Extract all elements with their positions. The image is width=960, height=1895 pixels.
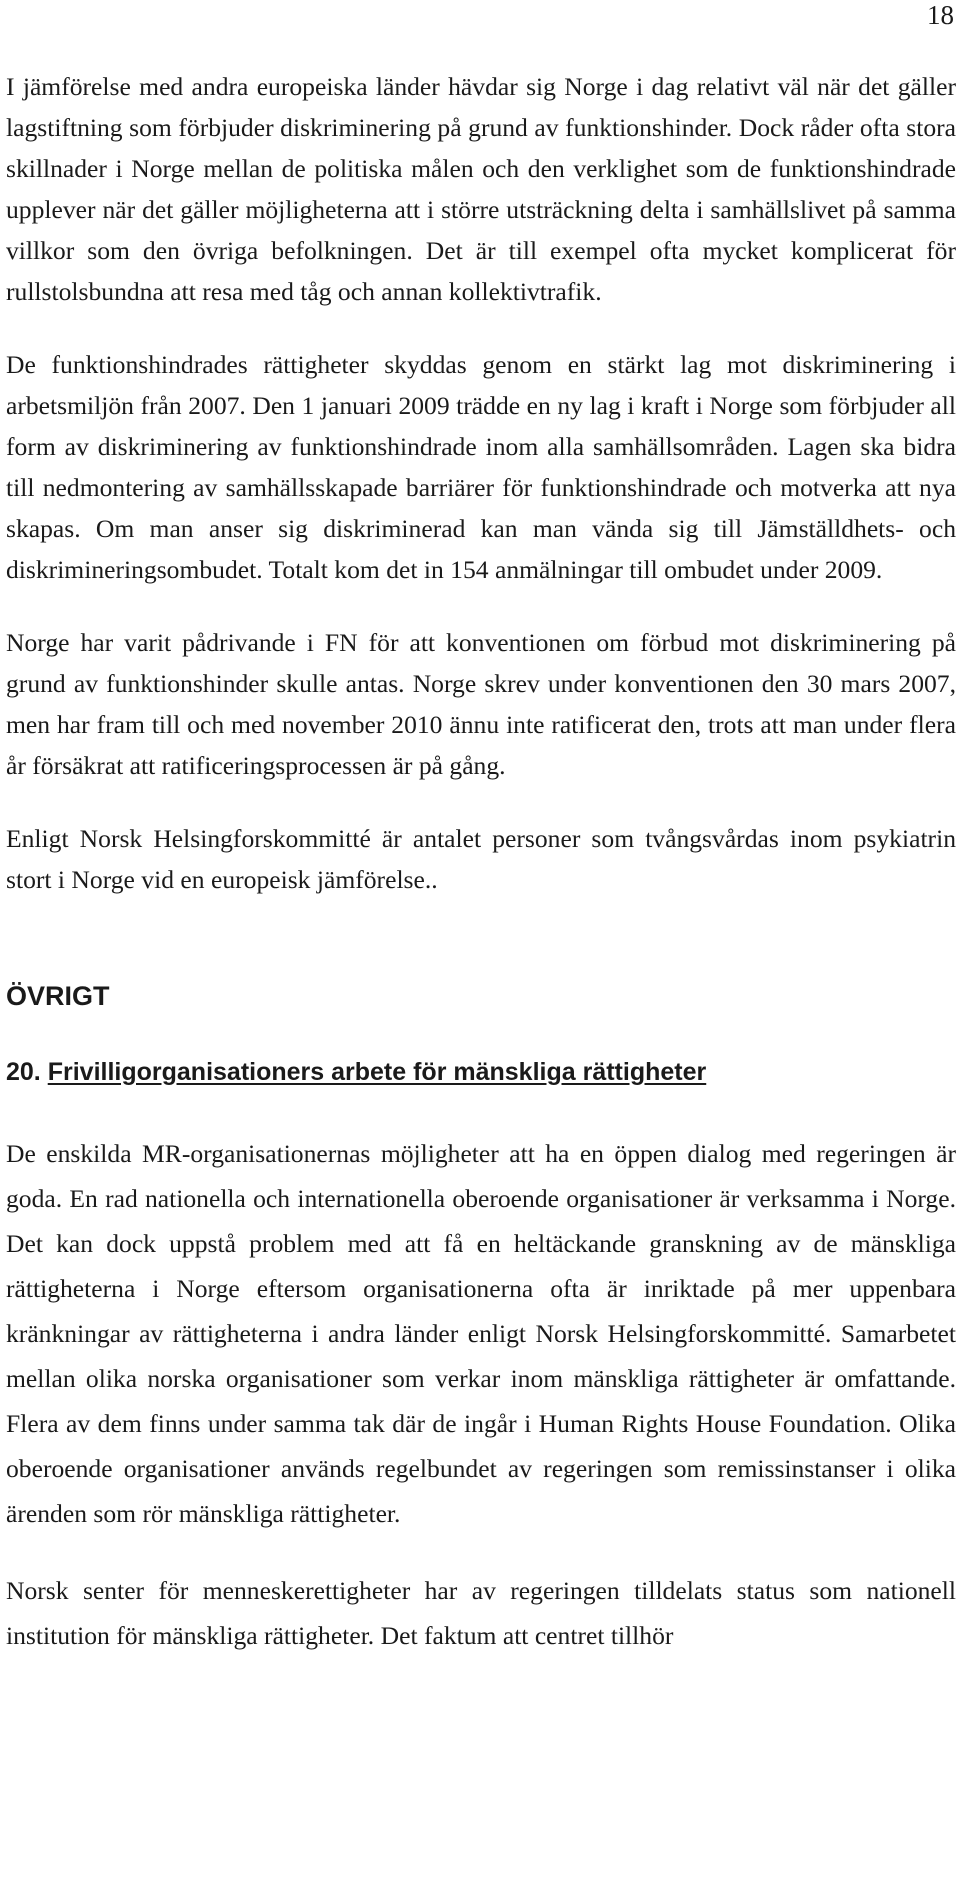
page-number: 18	[927, 0, 954, 30]
document-body	[6, 66, 956, 1658]
paragraph-disability-legislation: I jämförelse med andra europeiska länder hävdar sig Norge i dag relativt väl när det gäller lagstiftning som förbjuder diskriminering på grund av funktionshinder. Dock råder ofta stora skillnader i Norge mellan de politiska målen och den verklighet som de funktionshindrade upplever när det gäller möjligheterna att i större utsträckning delta i samhällslivet på samma villkor som den övriga befolkningen. Det är till exempel ofta mycket komplicerat för rullstolsbundna att resa med tåg och annan kollektivtrafik.	[6, 72, 956, 306]
paragraph-disability-rights-protection: De funktionshindrades rättigheter skyddas genom en stärkt lag mot diskriminering i arbetsmiljön från 2007. Den 1 januari 2009 trädde en ny lag i kraft i Norge som förbjuder all form av diskriminering av funktionshindrade inom alla samhällsområden. Lagen ska bidra till nedmontering av samhällsskapade barriärer för funktionshindrade och motverka att nya skapas. Om man anser sig diskriminerad kan man vända sig till Jämställdhets- och diskrimineringsombudet. Totalt kom det in 154 anmälningar till ombudet under 2009.	[6, 350, 956, 584]
paragraph-un-convention: Norge har varit pådrivande i FN för att konventionen om förbud mot diskriminering på grund av funktionshinder skulle antas. Norge skrev under konventionen den 30 mars 2007, men har fram till och med november 2010 ännu inte ratificerat den, trots att man under flera år försäkrat att ratificeringsprocessen är på gång.	[6, 628, 956, 780]
paragraph-ngo-dialogue: De enskilda MR-organisationernas möjligheter att ha en öppen dialog med regeringen är goda. En rad nationella och internationella oberoende organisationer är verksamma i Norge. Det kan dock uppstå problem med att få en heltäckande granskning av de mänskliga rättigheterna i Norge eftersom organisationerna ofta är inriktade på mer uppenbara kränkningar av rättigheterna i andra länder enligt Norsk Helsingforskommitté. Samarbetet mellan olika norska organisationer som verkar inom mänskliga rättigheter är omfattande. Flera av dem finns under samma tak där de ingår i Human Rights House Foundation. Olika oberoende organisationer används regelbundet av regeringen som remissinstanser i olika ärenden som rör mänskliga rättigheter.	[6, 1139, 956, 1528]
subsection-number: 20.	[6, 1058, 41, 1086]
paragraph-psychiatric-care: Enligt Norsk Helsingforskommitté är antalet personer som tvångsvårdas inom psykiatrin stort i Norge vid en europeisk jämförelse..	[6, 824, 956, 894]
section-heading-ovrigt: ÖVRIGT	[6, 981, 110, 1011]
paragraph-national-institution: Norsk senter för menneskerettigheter har av regeringen tilldelats status som nationell institution för mänskliga rättigheter. Det faktum att centret tillhör	[6, 1576, 956, 1650]
subsection-heading-20	[6, 1055, 956, 1089]
subsection-title: Frivilligorganisationers arbete för mänskliga rättigheter	[47, 1058, 707, 1086]
